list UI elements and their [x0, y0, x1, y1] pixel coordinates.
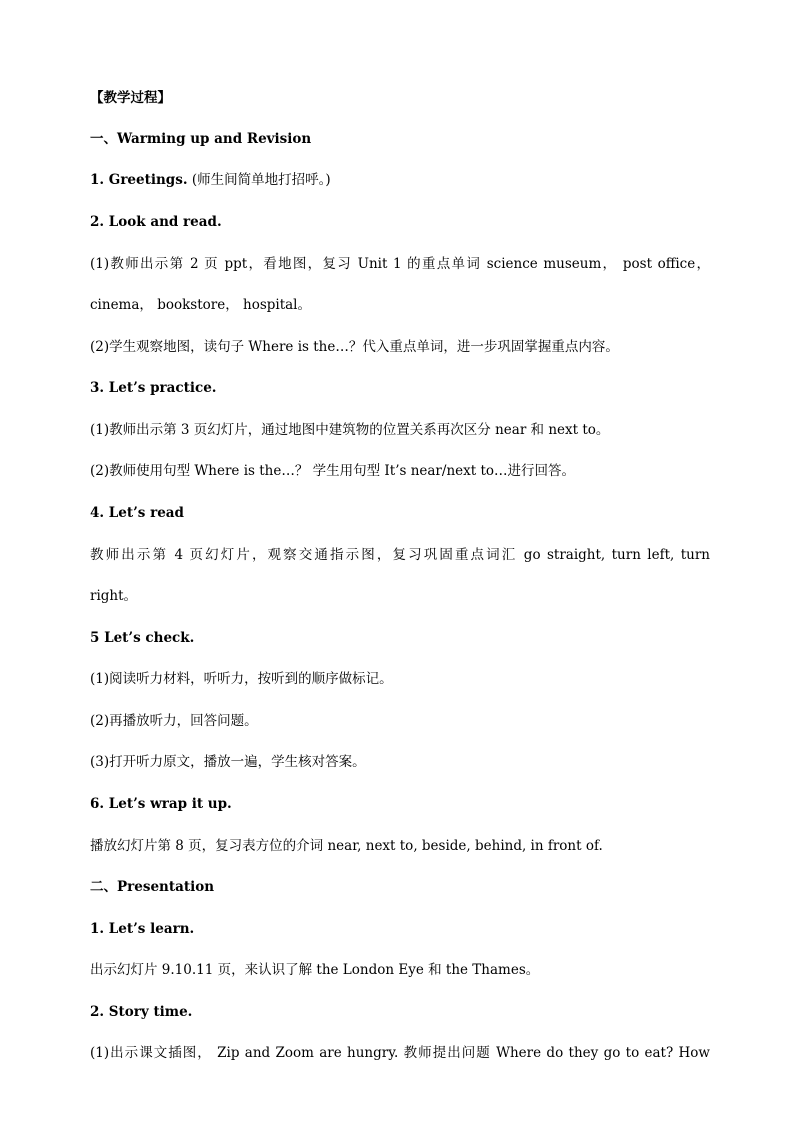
- section-heading-warming-up: 一、Warming up and Revision: [90, 131, 312, 147]
- paragraph-line: (1)教师出示第 3 页幻灯片，通过地图中建筑物的位置关系再次区分 near 和 next to。: [90, 422, 610, 438]
- paragraph-line: cinema， bookstore， hospital。: [90, 297, 311, 313]
- paragraph-line: 播放幻灯片第 8 页，复习表方位的介词 near, next to, beside, behind, in front of.: [90, 838, 603, 854]
- paragraph-line: (2)再播放听力，回答问题。: [90, 713, 258, 729]
- item-title-look-and-read: 2. Look and read.: [90, 214, 222, 230]
- paragraph-line: (2)教师使用句型 Where is the…？ 学生用句型 It’s near/next to…进行回答。: [90, 463, 576, 479]
- paragraph-line: (2)学生观察地图，读句子 Where is the…？代入重点单词，进一步巩固掌握重点内容。: [90, 339, 619, 355]
- paragraph-line: 出示幻灯片 9.10.11 页，来认识了解 the London Eye 和 the Thames。: [90, 962, 540, 978]
- paragraph-line: 教师出示第 4 页幻灯片，观察交通指示图，复习巩固重点词汇 go straight, turn left, turn: [90, 547, 710, 563]
- item-title-lets-practice: 3. Let’s practice.: [90, 380, 217, 396]
- paragraph-line: (1)阅读听力材料，听听力，按听到的顺序做标记。: [90, 671, 393, 687]
- paragraph-line: (3)打开听力原文，播放一遍，学生核对答案。: [90, 754, 366, 770]
- item-title-lets-read: 4. Let’s read: [90, 505, 184, 521]
- item-title-story-time: 2. Story time.: [90, 1004, 193, 1020]
- item-greetings: [90, 171, 710, 189]
- paragraph-line: (1)教师出示第 2 页 ppt，看地图，复习 Unit 1 的重点单词 science museum， post office，: [90, 256, 710, 272]
- item-title-lets-check: 5 Let’s check.: [90, 630, 195, 646]
- item-title-lets-learn: 1. Let’s learn.: [90, 921, 195, 937]
- item-title: 1. Greetings.: [90, 172, 188, 188]
- item-title-lets-wrap-it-up: 6. Let’s wrap it up.: [90, 796, 232, 812]
- section-heading-presentation: 二、Presentation: [90, 879, 215, 895]
- paragraph-line: (1)出示课文插图， Zip and Zoom are hungry. 教师提出问题 Where do they go to eat? How: [90, 1045, 710, 1061]
- document-title: 【教学过程】: [90, 90, 171, 106]
- paragraph-line: right。: [90, 588, 138, 604]
- item-note: (师生间简单地打招呼。): [187, 172, 331, 188]
